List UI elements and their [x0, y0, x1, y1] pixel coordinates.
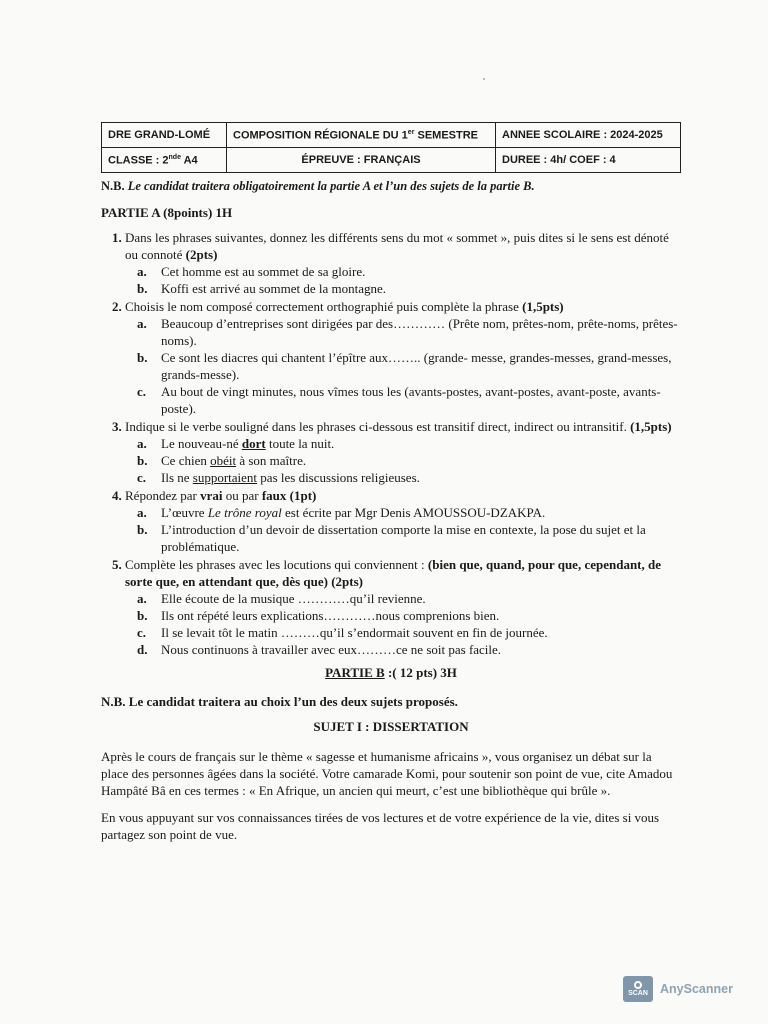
question-5: 5. Complète les phrases avec les locutions qui conviennent : (bien que, quand, pour que, cependant, de sorte que, en attendant que, dès que) (2pts) a. Elle écoute de la musique …………qu’il revienne. b. Ils ont répété leurs explications…………nous comprenions bien. c. Il se levait tôt le matin ………qu’il s’endormait souvent en fin de journée. d. Nous continuons à travailler avec eux………ce ne soit pas facile. — [125, 556, 681, 658]
list-item: a. Cet homme est au sommet de sa gloire. — [137, 264, 366, 279]
part-b-instruction: N.B. Le candidat traitera au choix l’un des deux sujets proposés. — [101, 694, 458, 709]
subject-cell: ÉPREUVE : FRANÇAIS — [227, 148, 496, 173]
question-2: 2. Choisis le nom composé correctement orthographié puis complète la phrase (1,5pts) a. Beaucoup d’entreprises sont dirigées par des………… (Prête nom, prêtes-nom, prête-noms, prêtes-noms). b. Ce sont les diacres qui chantent l’épître aux…….. (grande- messe, grandes-messes, grand-messes, grands-messe). c. Au bout de vingt minutes, nous vîmes tous les (avants-postes, avant-postes, avant-poste, avants-poste). — [125, 298, 681, 417]
part-a-title: PARTIE A (8points) 1H — [101, 205, 233, 220]
underlined-verb: supportaient — [192, 470, 258, 485]
list-item: d. Nous continuons à travailler avec eux………ce ne soit pas facile. — [137, 642, 502, 657]
subject-paragraph: Après le cours de français sur le thème « sagesse et humanisme africains », vous organisez un débat sur la place des personnes âgées dans la société. Votre camarade Komi, pour soutenir son point de vue, cite Amadou Hampâté Bâ en ces termes : « En Afrique, un ancien qui meurt, c’est une bibliothèque qui brûle ». — [101, 749, 673, 798]
list-item: b. Ce chien obéit à son maître. — [137, 453, 307, 468]
nb-instruction: N.B. Le candidat traitera obligatoirement la partie A et l’un des sujets de la partie B. — [101, 179, 535, 193]
list-item: b. Ils ont répété leurs explications…………nous comprenions bien. — [137, 608, 500, 623]
scanner-watermark — [623, 976, 733, 1002]
underlined-verb: obéit — [210, 453, 237, 468]
class-cell: CLASSE : 2nde A4 — [102, 148, 227, 173]
list-item: a. L’œuvre Le trône royal est écrite par Mgr Denis AMOUSSOU-DZAKPA. — [137, 505, 546, 520]
underlined-verb: dort — [241, 436, 266, 451]
subject-question: En vous appuyant sur vos connaissances tirées de vos lectures et de votre expérience de la vie, dites si vous partagez son point de vue. — [101, 810, 660, 842]
exam-content — [101, 178, 681, 843]
list-item: b. Ce sont les diacres qui chantent l’épître aux…….. (grande- messe, grandes-messes, grand-messes, grands-messe). — [137, 350, 672, 382]
list-item: b. L’introduction d’un devoir de dissertation comporte la mise en contexte, la pose du sujet et la problématique. — [137, 522, 646, 554]
list-item: c. Il se levait tôt le matin ………qu’il s’endormait souvent en fin de journée. — [137, 625, 548, 640]
speck — [483, 78, 485, 80]
list-item: a. Elle écoute de la musique …………qu’il revienne. — [137, 591, 426, 606]
scanner-brand: AnyScanner — [660, 982, 733, 996]
school-year-cell: ANNEE SCOLAIRE : 2024-2025 — [496, 123, 681, 148]
list-item: b. Koffi est arrivé au sommet de la montagne. — [137, 281, 387, 296]
duration-cell: DUREE : 4h/ COEF : 4 — [496, 148, 681, 173]
scanner-logo-icon: SCAN — [623, 976, 653, 1002]
subject-title: SUJET I : DISSERTATION — [313, 719, 469, 734]
region-cell: DRE GRAND-LOMÉ — [102, 123, 227, 148]
list-item: c. Au bout de vingt minutes, nous vîmes tous les (avants-postes, avant-postes, avant-poste, avants-poste). — [137, 384, 661, 416]
list-item: a. Le nouveau-né dort toute la nuit. — [137, 436, 335, 451]
list-item: c. Ils ne supportaient pas les discussions religieuses. — [137, 470, 420, 485]
part-a-questions — [101, 229, 681, 658]
composition-cell: COMPOSITION RÉGIONALE DU 1er SEMESTRE — [227, 123, 496, 148]
exam-header-table — [101, 122, 681, 173]
list-item: a. Beaucoup d’entreprises sont dirigées par des………… (Prête nom, prêtes-nom, prête-noms, prêtes-noms). — [137, 316, 678, 348]
question-1: 1. Dans les phrases suivantes, donnez les différents sens du mot « sommet », puis dites si le sens est dénoté ou connoté (2pts) a. Cet homme est au sommet de sa gloire. b. Koffi est arrivé au sommet de la montagne. — [125, 229, 681, 297]
question-3: 3. Indique si le verbe souligné dans les phrases ci-dessous est transitif direct, indirect ou intransitif. (1,5pts) a. Le nouveau-né dort toute la nuit. b. Ce chien obéit à son maître. c. Ils ne supportaient pas les discussions religieuses. — [125, 418, 681, 486]
part-b-title: PARTIE B :( 12 pts) 3H — [325, 665, 457, 680]
question-4: 4. Répondez par vrai ou par faux (1pt) a. L’œuvre Le trône royal est écrite par Mgr Denis AMOUSSOU-DZAKPA. b. L’introduction d’un devoir de dissertation comporte la mise en contexte, la pose du sujet et la problématique. — [125, 487, 681, 555]
